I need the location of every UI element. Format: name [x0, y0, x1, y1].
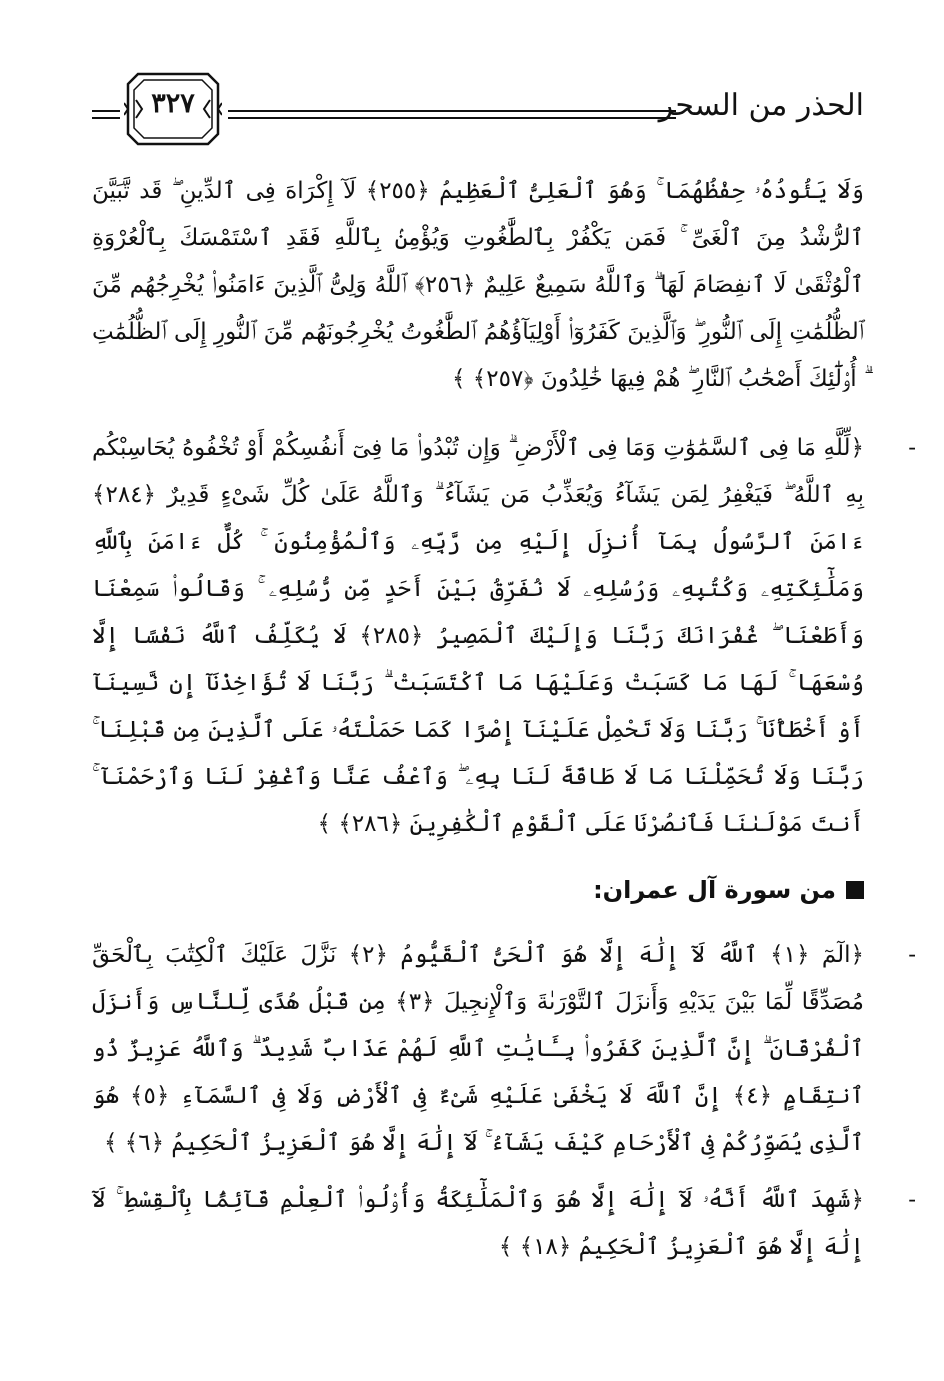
section-heading — [92, 870, 864, 910]
list-dash: - — [908, 435, 916, 461]
list-dash: - — [908, 1187, 916, 1213]
verse-block: ﴿لِّلَّهِ مَا فِى ٱلسَّمَٰوَٰتِ وَمَا فِى ٱلْأَرْضِ ۗ وَإِن تُبْدُوا۟ مَا فِىٓ أَنفُسِكُمْ أَوْ تُخْفُوهُ يُحَاسِبْكُم بِهِ ٱللَّهُ ۖ فَيَغْفِرُ لِمَن يَشَآءُ وَيُعَذِّبُ مَن يَشَآءُ ۗ وَٱللَّهُ عَلَىٰ كُلِّ شَىْءٍ قَدِيرٌ ﴿٢٨٤﴾ ءَامَنَ ٱلرَّسُولُ بِمَآ أُنزِلَ إِلَيْهِ مِن رَّبِّهِۦ وَٱلْمُؤْمِنُونَ ۚ كُلٌّ ءَامَنَ بِٱللَّهِ وَمَلَٰٓئِكَتِهِۦ وَكُتُبِهِۦ وَرُسُلِهِۦ لَا نُفَرِّقُ بَيْنَ أَحَدٍ مِّن رُّسُلِهِۦ ۚ وَقَالُوا۟ سَمِعْنَا وَأَطَعْنَا ۖ غُفْرَانَكَ رَبَّنَا وَإِلَيْكَ ٱلْمَصِيرُ ﴿٢٨٥﴾ لَا يُكَلِّفُ ٱللَّهُ نَفْسًا إِلَّا وُسْعَهَا ۚ لَهَا مَا كَسَبَتْ وَعَلَيْهَا مَا ٱكْتَسَبَتْ ۗ رَبَّنَا لَا تُؤَاخِذْنَآ إِن نَّسِينَآ أَوْ أَخْطَأْنَا ۚ رَبَّنَا وَلَا تَحْمِلْ عَلَيْنَآ إِصْرًا كَمَا حَمَلْتَهُۥ عَلَى ٱلَّذِينَ مِن قَبْلِنَا ۚ رَبَّنَا وَلَا تُحَمِّلْنَا مَا لَا طَاقَةَ لَنَا بِهِۦ ۖ وَٱعْفُ عَنَّا وَٱغْفِرْ لَنَا وَٱرْحَمْنَآ ۚ أَنتَ مَوْلَىٰنَا فَٱنصُرْنَا عَلَى ٱلْقَوْمِ ٱلْكَٰفِرِينَ ﴿٢٨٦﴾ ﴾ — [92, 435, 864, 837]
page-body — [92, 168, 916, 1271]
page-number-frame — [124, 70, 222, 148]
verse-continuation: وَلَا يَئُودُهُۥ حِفْظُهُمَا ۚ وَهُوَ ٱلْعَلِىُّ ٱلْعَظِيمُ ﴿٢٥٥﴾ لَآ إِكْرَاهَ فِى ٱلدِّينِ ۖ قَد تَّبَيَّنَ ٱلرُّشْدُ مِنَ ٱلْغَىِّ ۚ فَمَن يَكْفُرْ بِٱلطَّٰغُوتِ وَيُؤْمِنۢ بِٱللَّهِ فَقَدِ ٱسْتَمْسَكَ بِٱلْعُرْوَةِ ٱلْوُثْقَىٰ لَا ٱنفِصَامَ لَهَا ۗ وَٱللَّهُ سَمِيعٌ عَلِيمٌ ﴿٢٥٦﴾ ٱللَّهُ وَلِىُّ ٱلَّذِينَ ءَامَنُوا۟ يُخْرِجُهُم مِّنَ ٱلظُّلُمَٰتِ إِلَى ٱلنُّورِ ۖ وَٱلَّذِينَ كَفَرُوٓا۟ أَوْلِيَآؤُهُمُ ٱلطَّٰغُوتُ يُخْرِجُونَهُم مِّنَ ٱلنُّورِ إِلَى ٱلظُّلُمَٰتِ ۗ أُو۟لَٰٓئِكَ أَصْحَٰبُ ٱلنَّارِ ۖ هُمْ فِيهَا خَٰلِدُونَ ﴿٢٥٧﴾ ﴾ — [92, 178, 864, 392]
verse-block: ﴿الٓمٓ ﴿١﴾ ٱللَّهُ لَآ إِلَٰهَ إِلَّا هُوَ ٱلْحَىُّ ٱلْقَيُّومُ ﴿٢﴾ نَزَّلَ عَلَيْكَ ٱلْكِتَٰبَ بِٱلْحَقِّ مُصَدِّقًا لِّمَا بَيْنَ يَدَيْهِ وَأَنزَلَ ٱلتَّوْرَىٰةَ وَٱلْإِنجِيلَ ﴿٣﴾ مِن قَبْلُ هُدًى لِّلنَّاسِ وَأَنزَلَ ٱلْفُرْقَانَ ۗ إِنَّ ٱلَّذِينَ كَفَرُوا۟ بِـَٔايَٰتِ ٱللَّهِ لَهُمْ عَذَابٌ شَدِيدٌ ۗ وَٱللَّهُ عَزِيزٌ ذُو ٱنتِقَامٍ ﴿٤﴾ إِنَّ ٱللَّهَ لَا يَخْفَىٰ عَلَيْهِ شَىْءٌ فِى ٱلْأَرْضِ وَلَا فِى ٱلسَّمَآءِ ﴿٥﴾ هُوَ ٱلَّذِى يُصَوِّرُكُمْ فِى ٱلْأَرْحَامِ كَيْفَ يَشَآءُ ۚ لَآ إِلَٰهَ إِلَّا هُوَ ٱلْعَزِيزُ ٱلْحَكِيمُ ﴿٦﴾ ﴾ — [92, 942, 865, 1156]
verse-block: ﴿شَهِدَ ٱللَّهُ أَنَّهُۥ لَآ إِلَٰهَ إِلَّا هُوَ وَٱلْمَلَٰٓئِكَةُ وَأُو۟لُوا۟ ٱلْعِلْمِ قَآئِمًۢا بِٱلْقِسْطِ ۚ لَآ إِلَٰهَ إِلَّا هُوَ ٱلْعَزِيزُ ٱلْحَكِيمُ ﴿١٨﴾ ﴾ — [92, 1187, 864, 1260]
page-header — [92, 62, 864, 162]
section-heading-text: من سورة آل عمران: — [593, 876, 836, 904]
list-item — [92, 932, 916, 1167]
square-bullet-icon — [846, 881, 864, 899]
page-number: ٣٢٧ — [151, 88, 195, 119]
list-item — [92, 425, 916, 848]
list-item — [92, 1177, 916, 1271]
list-dash: - — [908, 942, 916, 968]
header-double-rule-short — [92, 110, 120, 119]
header-double-rule — [228, 110, 676, 119]
running-title: الحذر من السحر — [658, 88, 864, 123]
